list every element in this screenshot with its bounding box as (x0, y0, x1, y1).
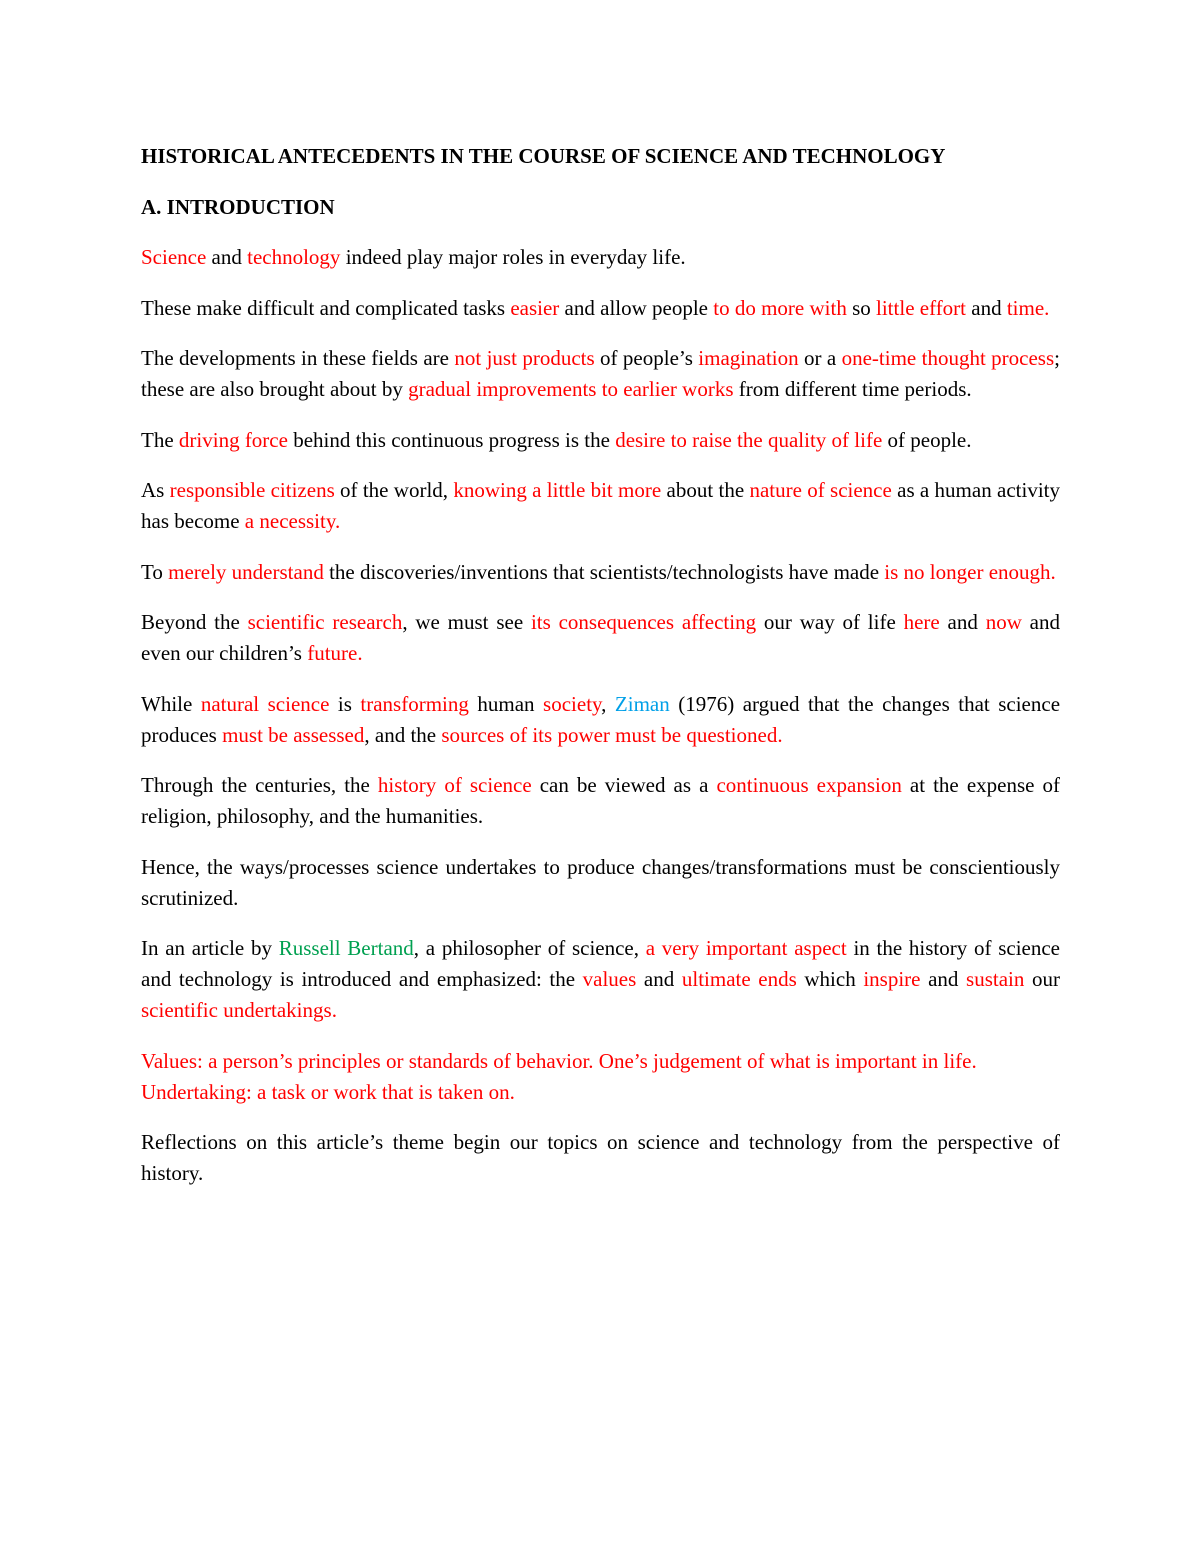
highlighted-text-run: ultimate ends (681, 967, 797, 991)
highlighted-text-run: history of science (377, 773, 532, 797)
highlighted-text-run: Ziman (614, 691, 670, 716)
paragraph (141, 607, 1066, 669)
highlighted-text-run: knowing a little bit more (453, 478, 662, 502)
text-run: , (601, 691, 615, 716)
highlighted-text-run: continuous expansion (716, 773, 902, 797)
highlighted-text-run: transforming (360, 691, 469, 716)
text-run: of people. (882, 427, 972, 452)
text-run: is (329, 691, 361, 716)
highlighted-text-run: society (543, 691, 602, 716)
highlighted-text-run: sources of its power must be questioned. (441, 722, 783, 747)
text-run: which (796, 967, 864, 991)
highlighted-text-run: natural science (200, 691, 330, 716)
highlighted-text-run: easier (510, 295, 560, 320)
highlighted-text-run: a very important aspect (645, 936, 847, 960)
paragraph (141, 475, 1066, 537)
text-run: and even our children’s (141, 610, 1066, 665)
highlighted-text-run: responsible citizens (169, 478, 335, 502)
highlighted-text-run: time. (1006, 295, 1050, 320)
text-run: (1976) argued that the changes that science produces (141, 691, 1066, 747)
highlighted-text-run: to do more with (713, 295, 847, 320)
highlighted-text-run: a necessity. (244, 509, 341, 533)
text-run: , a philosopher of science, (413, 936, 646, 960)
text-run: indeed play major roles in everyday life. (340, 245, 686, 269)
closing-paragraph-list (141, 1127, 1066, 1189)
highlighted-text-run: nature of science (749, 478, 892, 502)
paragraph (141, 343, 1066, 405)
highlighted-text-run: imagination (698, 346, 799, 370)
text-run: of the world, (334, 478, 454, 502)
paragraph (141, 242, 1060, 273)
text-run: in the history of science and technology is introduced and emphasized: the (141, 936, 1066, 991)
text-run: our way of life (756, 610, 904, 634)
paragraph (141, 557, 1060, 588)
text-run: Beyond the (141, 610, 248, 634)
text-run: and (966, 295, 1007, 320)
paragraph (141, 852, 1066, 914)
text-run: Through the centuries, the (141, 773, 378, 797)
text-run: To (141, 559, 169, 584)
text-run: ; these are also brought about by (141, 346, 1066, 401)
highlighted-text-run: Values: a person’s principles or standards of behavior. One’s judgement of what is important in life. (141, 1048, 977, 1073)
paragraph (141, 689, 1066, 751)
text-run: As (141, 478, 170, 502)
paragraph (141, 425, 1060, 456)
highlighted-text-run: here (903, 610, 940, 634)
highlighted-text-run: driving force (178, 427, 288, 452)
text-run: behind this continuous progress is the (287, 427, 616, 452)
highlighted-text-run: inspire (863, 967, 921, 991)
text-run: While (141, 691, 201, 716)
text-run: These make difficult and complicated tasks (141, 295, 511, 320)
paragraph (141, 293, 1060, 324)
text-run: human (468, 691, 544, 716)
text-run: as a human activity has become (141, 478, 1066, 533)
highlighted-text-run: its consequences affecting (530, 610, 757, 634)
highlighted-text-run: scientific undertakings. (141, 998, 337, 1022)
text-run: our (1024, 967, 1066, 991)
text-run: The (141, 427, 179, 452)
highlighted-text-run: not just products (454, 346, 595, 370)
highlighted-text-run: gradual improvements to earlier works (408, 377, 734, 401)
highlighted-text-run: merely understand (168, 559, 324, 584)
highlighted-text-run: desire to raise the quality of life (615, 427, 883, 452)
text-run: can be viewed as a (531, 773, 717, 797)
highlighted-text-run: Undertaking: a task or work that is taken on. (141, 1079, 515, 1104)
section-heading: A. INTRODUCTION (141, 195, 335, 219)
text-run: so (846, 295, 877, 320)
paragraph-list (141, 242, 1066, 1026)
document-body (141, 141, 1066, 1209)
text-run: about the (661, 478, 750, 502)
highlighted-text-run: one-time thought process (841, 346, 1055, 370)
text-run: and (636, 967, 682, 991)
paragraph (141, 770, 1066, 832)
text-run: and (939, 610, 986, 634)
text-run: and allow people (559, 295, 714, 320)
text-run: , and the (364, 722, 442, 747)
highlighted-text-run: now (985, 610, 1022, 634)
text-run: The developments in these fields are (141, 346, 455, 370)
text-run: and (920, 967, 967, 991)
text-run: Hence, the ways/processes science undertakes to produce changes/transformations must be conscientiously scrutinized. (141, 854, 1066, 910)
document-title: HISTORICAL ANTECEDENTS IN THE COURSE OF SCIENCE AND TECHNOLOGY (141, 144, 946, 168)
text-run: , we must see (402, 610, 531, 634)
highlighted-text-run: sustain (966, 967, 1025, 991)
text-run: from different time periods. (733, 377, 972, 401)
highlighted-text-run: values (582, 967, 637, 991)
highlighted-text-run: technology (247, 245, 341, 269)
highlighted-text-run: must be assessed (222, 722, 365, 747)
text-run: the discoveries/inventions that scientists/technologists have made (323, 559, 885, 584)
text-run: at the expense of religion, philosophy, and the humanities. (141, 773, 1066, 828)
paragraph (141, 1127, 1066, 1189)
definition (141, 1077, 1060, 1108)
text-run: or a (798, 346, 842, 370)
text-run: of people’s (594, 346, 699, 370)
highlighted-text-run: future. (307, 641, 363, 665)
text-run: In an article by (141, 936, 279, 960)
definition-list (141, 1046, 1060, 1108)
highlighted-text-run: is no longer enough. (884, 559, 1056, 584)
highlighted-text-run: Science (141, 245, 207, 269)
text-run: and (206, 245, 248, 269)
highlighted-text-run: little effort (876, 295, 967, 320)
text-run: Reflections on this article’s theme begin our topics on science and technology from the perspective of history. (141, 1130, 1066, 1185)
definition (141, 1046, 1060, 1077)
highlighted-text-run: Russell Bertand (278, 936, 414, 960)
paragraph (141, 933, 1066, 1026)
highlighted-text-run: scientific research (247, 610, 403, 634)
